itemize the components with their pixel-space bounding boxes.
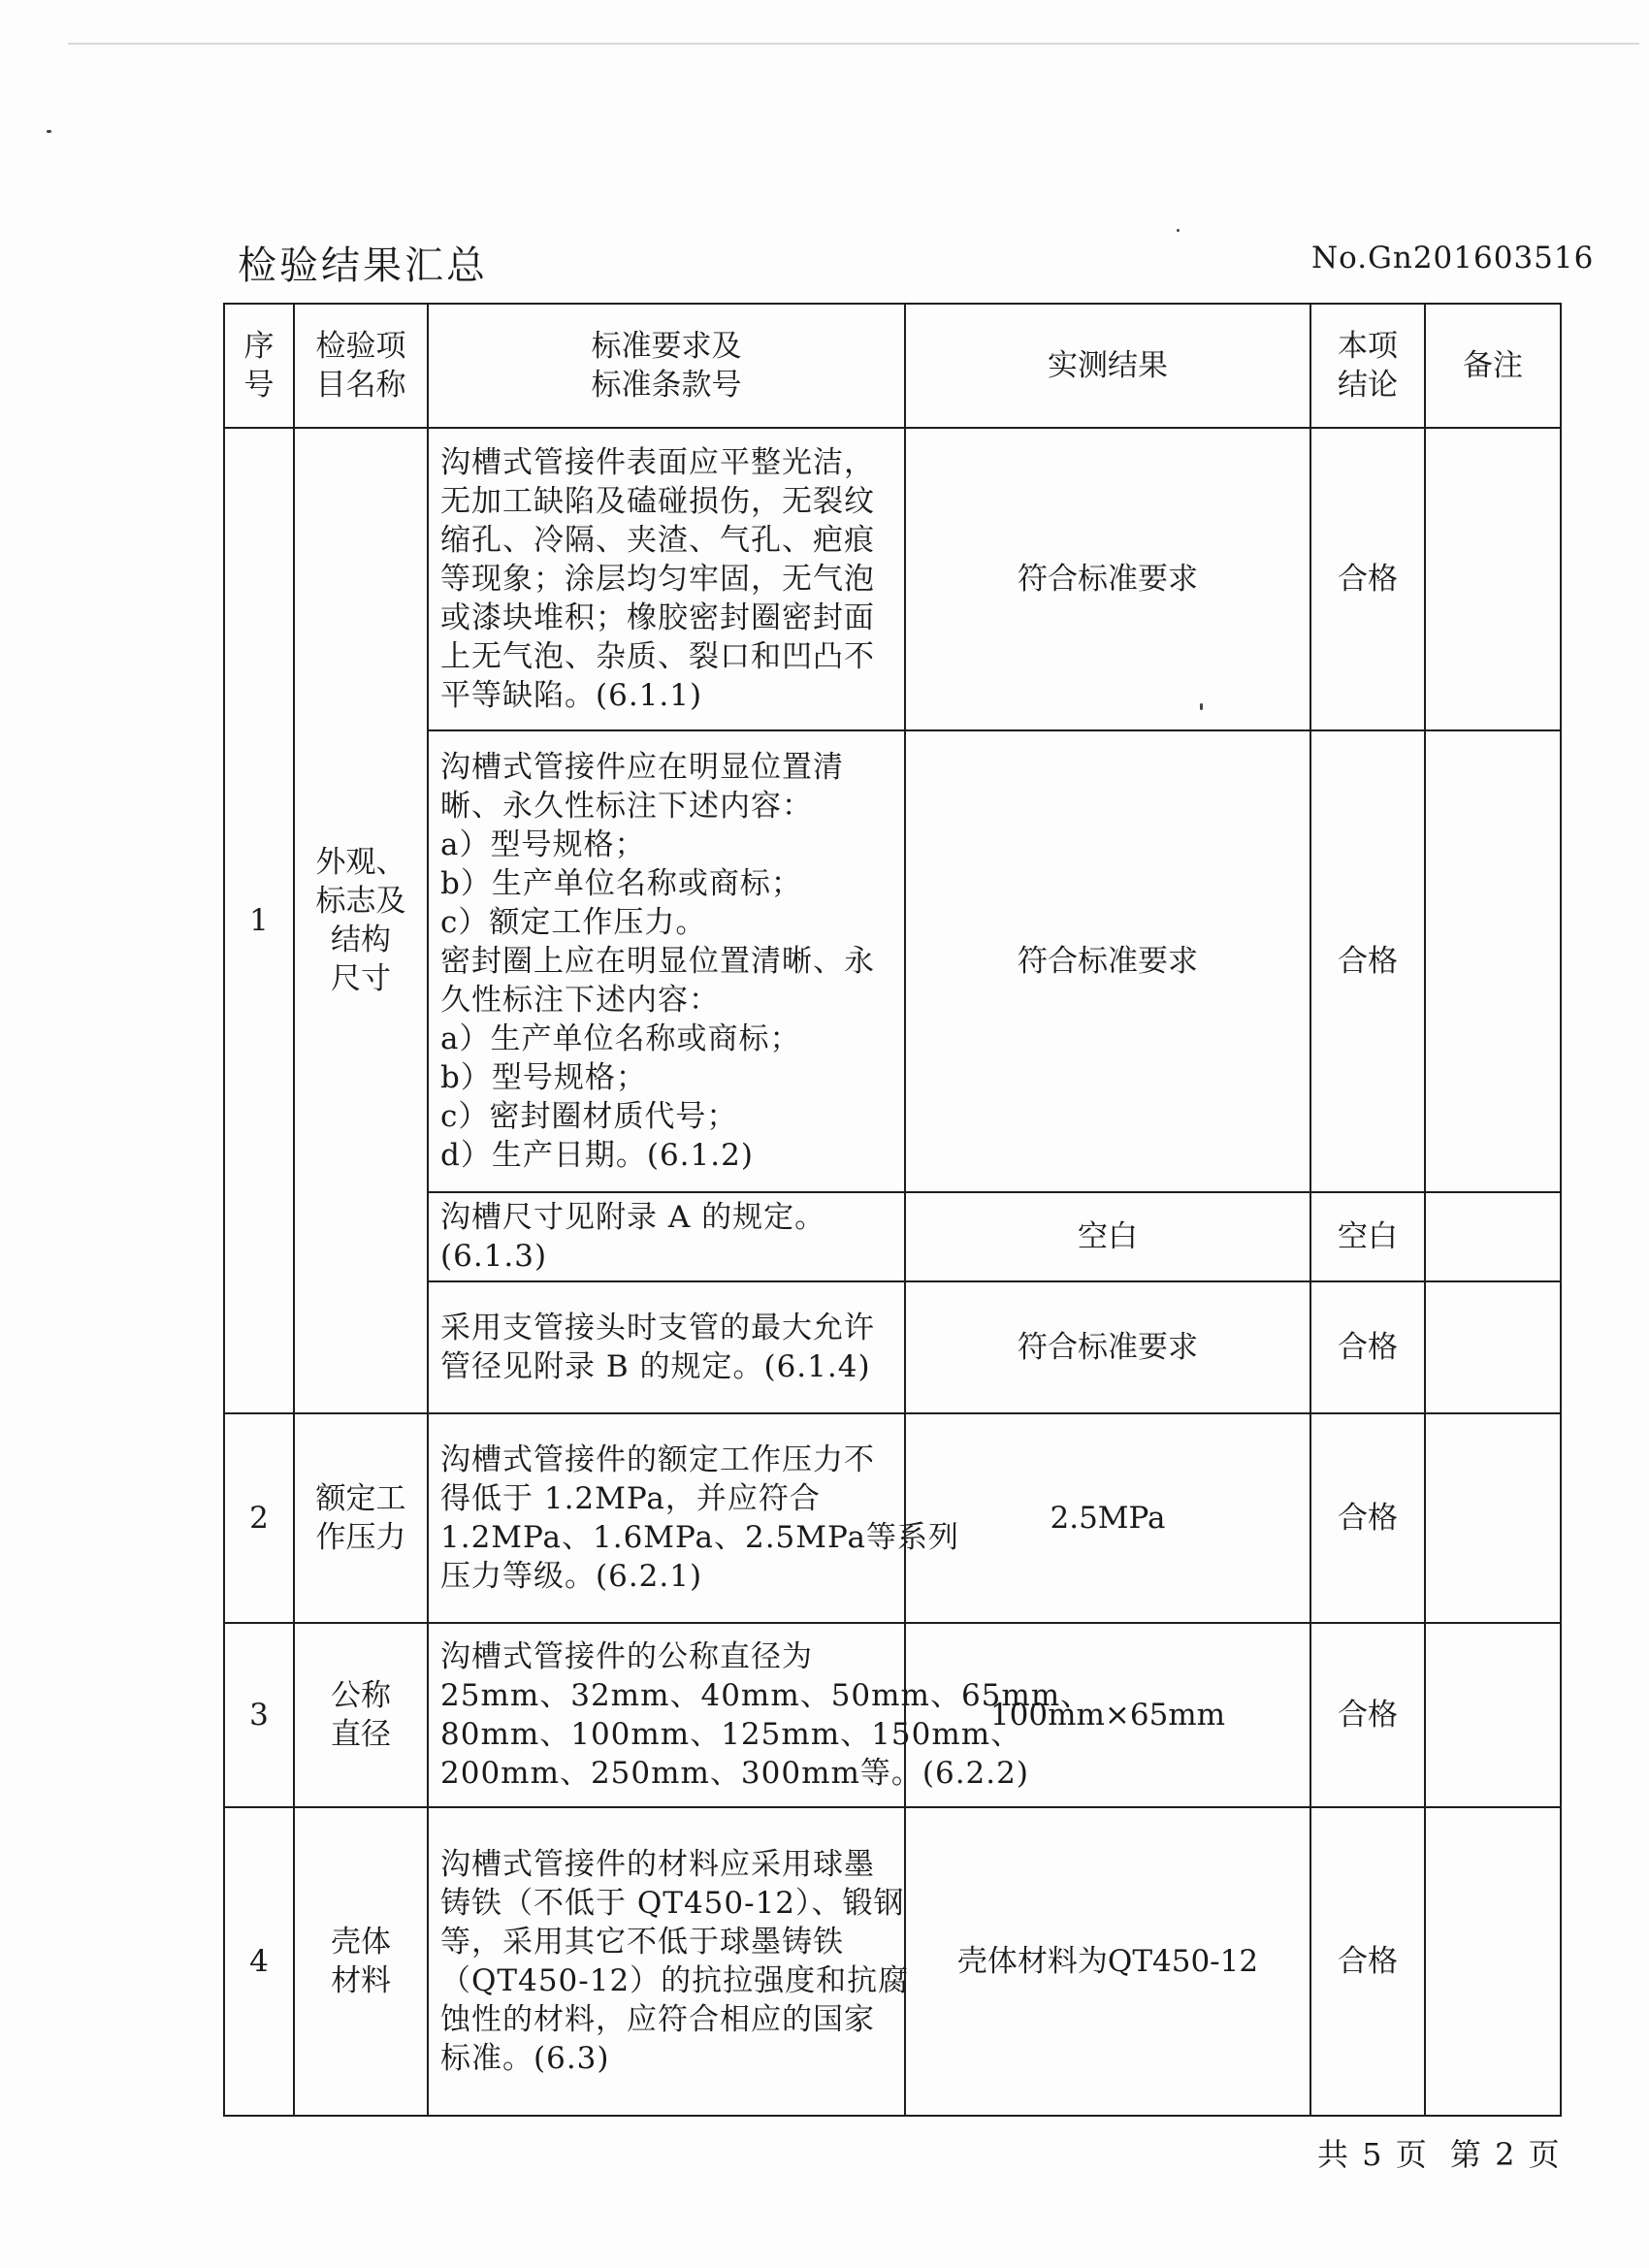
row-conclusion: 合格 (1310, 1281, 1425, 1413)
header-result: 实测结果 (905, 304, 1310, 428)
row-seq: 1 (224, 428, 294, 1413)
row-remark (1425, 1623, 1561, 1807)
scan-edge-line (68, 43, 1639, 45)
row-conclusion: 合格 (1310, 1623, 1425, 1807)
header-conclusion: 本项 结论 (1310, 304, 1425, 428)
row-remark (1425, 1281, 1561, 1413)
page-title: 检验结果汇总 (238, 243, 488, 288)
row-conclusion: 合格 (1310, 1413, 1425, 1623)
row-conclusion: 合格 (1310, 730, 1425, 1192)
row-conclusion: 合格 (1310, 1807, 1425, 2116)
row-requirement: 沟槽式管接件表面应平整光洁， 无加工缺陷及磕碰损伤，无裂纹 缩孔、冷隔、夹渣、气孔、疤痕 等现象；涂层均匀牢固，无气泡 或漆块堆积；橡胶密封圈密封面 上无气泡、杂质、裂口和凹凸不 平等缺陷。(6.1.1) (428, 428, 905, 730)
row-remark (1425, 1807, 1561, 2116)
row-conclusion: 空白 (1310, 1192, 1425, 1281)
table-row (224, 428, 1561, 730)
inspection-results-table (223, 303, 1562, 2117)
row-remark (1425, 1192, 1561, 1281)
row-requirement: 采用支管接头时支管的最大允许 管径见附录 B 的规定。(6.1.4) (428, 1281, 905, 1413)
row-result: 2.5MPa (905, 1413, 1310, 1623)
table-row (224, 1623, 1561, 1807)
row-remark (1425, 730, 1561, 1192)
header-item: 检验项 目名称 (294, 304, 428, 428)
scan-speck (47, 130, 51, 133)
page-footer (1317, 2130, 1571, 2175)
row-seq: 2 (224, 1413, 294, 1623)
row-item: 外观、 标志及 结构 尺寸 (294, 428, 428, 1413)
row-seq: 4 (224, 1807, 294, 2116)
page-current: 第 2 页 (1449, 2136, 1562, 2173)
row-result: 符合标准要求 (905, 1281, 1310, 1413)
header-standard: 标准要求及 标准条款号 (428, 304, 905, 428)
table-row (224, 1807, 1561, 2116)
row-result: 100mm×65mm (905, 1623, 1310, 1807)
row-requirement: 沟槽式管接件的公称直径为 25mm、32mm、40mm、50mm、65mm、 80mm、100mm、125mm、150mm、 200mm、250mm、300mm等。(6.2.2) (428, 1623, 905, 1807)
row-seq: 3 (224, 1623, 294, 1807)
row-requirement: 沟槽式管接件应在明显位置清 晰、永久性标注下述内容： a）型号规格； b）生产单位名称或商标； c）额定工作压力。 密封圈上应在明显位置清晰、永 久性标注下述内容： a）生产单位名称或商标； b）型号规格； c）密封圈材质代号； d）生产日期。(6.1.2) (428, 730, 905, 1192)
row-remark (1425, 1413, 1561, 1623)
table-header-row (224, 304, 1561, 428)
row-conclusion: 合格 (1310, 428, 1425, 730)
row-result: 空白 (905, 1192, 1310, 1281)
page-total: 共 5 页 (1317, 2136, 1429, 2173)
row-requirement: 沟槽尺寸见附录 A 的规定。 (6.1.3) (428, 1192, 905, 1281)
row-result: 符合标准要求 (905, 428, 1310, 730)
row-item: 公称 直径 (294, 1623, 428, 1807)
row-requirement: 沟槽式管接件的额定工作压力不 得低于 1.2MPa，并应符合 1.2MPa、1.6MPa、2.5MPa等系列 压力等级。(6.2.1) (428, 1413, 905, 1623)
table-row (224, 1413, 1561, 1623)
report-number: No.Gn201603516 (1311, 241, 1595, 275)
row-result: 壳体材料为QT450-12 (905, 1807, 1310, 2116)
header-seq: 序 号 (224, 304, 294, 428)
row-result: 符合标准要求 (905, 730, 1310, 1192)
row-item: 壳体 材料 (294, 1807, 428, 2116)
row-item: 额定工 作压力 (294, 1413, 428, 1623)
header-remark: 备注 (1425, 304, 1561, 428)
scan-speck (1177, 229, 1180, 232)
row-requirement: 沟槽式管接件的材料应采用球墨 铸铁（不低于 QT450-12）、锻钢 等，采用其它不低于球墨铸铁 （QT450-12）的抗拉强度和抗腐 蚀性的材料，应符合相应的国家 标准。(6.3) (428, 1807, 905, 2116)
row-remark (1425, 428, 1561, 730)
